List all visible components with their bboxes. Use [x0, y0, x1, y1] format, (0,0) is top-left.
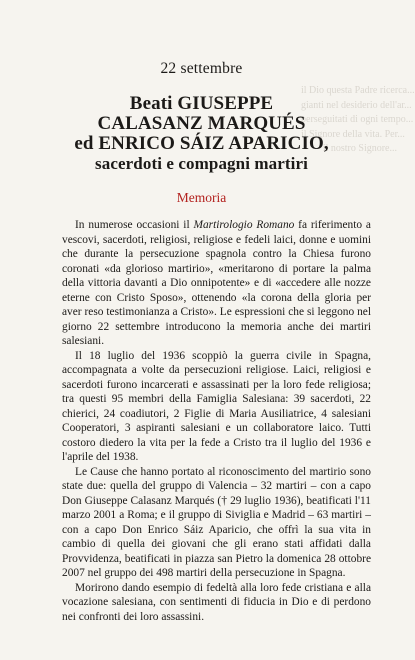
- bleed-line: il Dio questa Padre ricerca...: [301, 85, 415, 96]
- paragraph-text: fa riferimento a vescovi, sacerdoti, religiosi, religiose e fedeli laici, donne e uomini che durante la persecuzione spagnola contro la Chiesa furono coronati «da glorioso martirio», «meritarono di portare la palma della vittoria davanti a Dio onnipotente» e di «accedere alle nozze eterne con Cristo Sposo», ottenendo «la corona della gloria per aver reso testimonianza a Cristo». Le espressioni che si leggono nel giorno 22 settembre introducono la memoria anche dei martiri salesiani.: [62, 219, 371, 347]
- title-line: CALASANZ MARQUÉS: [97, 113, 306, 134]
- title-line: Beati GIUSEPPE: [129, 93, 274, 114]
- bleed-line: gianti nel desiderio dell'ar...: [301, 99, 412, 111]
- body-text: [62, 218, 371, 624]
- paragraph: [62, 218, 371, 349]
- feast-title: [0, 93, 414, 174]
- paragraph: Il 18 luglio del 1936 scoppiò la guerra civile in Spagna, accompagnata a volte da persecuzioni religiose. Laici, religiosi e sacerdoti furono incarcerati e assassinati per la loro fede religiosa; tra questi 95 membri della Famiglia Salesiana: 39 sacerdoti, 22 chierici, 24 coadiutori, 2 Figlie di Maria Ausiliatrice, 4 salesiani Cooperatori, 3 aspiranti salesiani e un collaboratore laico. Tutti costoro diedero la vita per la fede a Cristo tra il luglio del 1936 e l'aprile del 1938.: [62, 349, 371, 463]
- bleed-line: perseguitati di ogni tempo...: [301, 114, 414, 125]
- memoria-label: Memoria: [176, 190, 227, 205]
- title-line: ed ENRICO SÁIZ APARICIO,: [74, 133, 329, 154]
- paragraph-text: In numerose occasioni il: [75, 219, 194, 231]
- book-title: Martirologio Romano: [193, 219, 295, 231]
- feast-date: 22 settembre: [160, 60, 243, 77]
- paragraph: Le Cause che hanno portato al riconoscimento del martirio sono state due: quella del gruppo di Valencia – 32 martiri – con a capo Don Giuseppe Calasanz Marqués († 29 luglio 1936), beatificati l'11 marzo 2001 a Roma; e il gruppo di Siviglia e Madrid – 63 martiri – con a capo Don Enrico Sáiz Aparicio, che offrì la sua vita in cambio di quella dei giovani che gli erano stati affidati dalla Provvidenza, beatificati in piazza san Pietro la domenica 28 ottobre 2007 nel gruppo dei 498 martiri della persecuzione in Spagna.: [62, 465, 371, 579]
- bleed-line: il Signore della vita. Per...: [301, 128, 405, 140]
- bleed-line: il nostro Signore...: [322, 143, 397, 154]
- paragraph: Morirono dando esempio di fedeltà alla loro fede cristiana e alla vocazione salesiana, con sentimenti di fiducia in Dio e di perdono nei confronti dei loro assassini.: [62, 581, 371, 623]
- feast-subtitle: sacerdoti e compagni martiri: [95, 154, 308, 173]
